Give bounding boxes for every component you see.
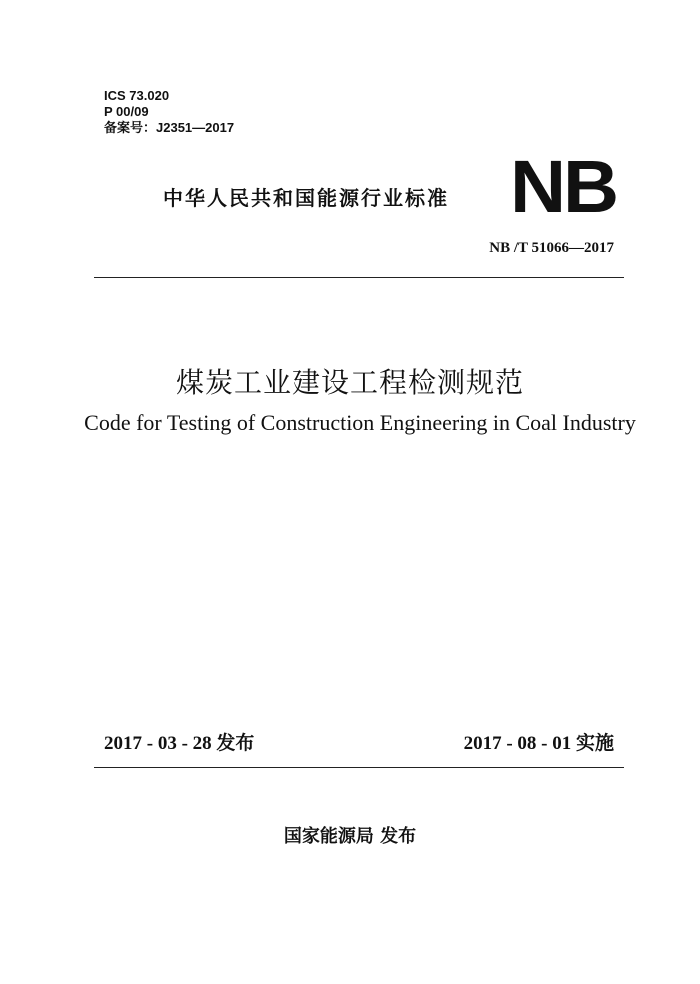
filing-number: 备案号：J2351—2017 — [104, 120, 235, 135]
issue-date: 2017 - 03 - 28 发布 — [104, 733, 255, 754]
implementation-date: 2017 - 08 - 01 实施 — [463, 733, 614, 754]
title-english: Code for Testing of Construction Engineering in Coal Industry — [84, 410, 636, 435]
ics-code: ICS 73.020 — [104, 88, 170, 103]
issuing-authority: 国家能源局 发布 — [283, 826, 417, 847]
title-chinese: 煤炭工业建设工程检测规范 — [175, 366, 524, 399]
standard-type-name: 中华人民共和国能源行业标准 — [163, 186, 449, 210]
nb-logo: NB — [510, 145, 616, 228]
category-code: P 00/09 — [104, 104, 149, 119]
document-metadata — [104, 88, 234, 136]
top-divider — [94, 277, 624, 278]
bottom-divider — [94, 767, 624, 768]
standard-number: NB /T 51066—2017 — [489, 240, 614, 256]
